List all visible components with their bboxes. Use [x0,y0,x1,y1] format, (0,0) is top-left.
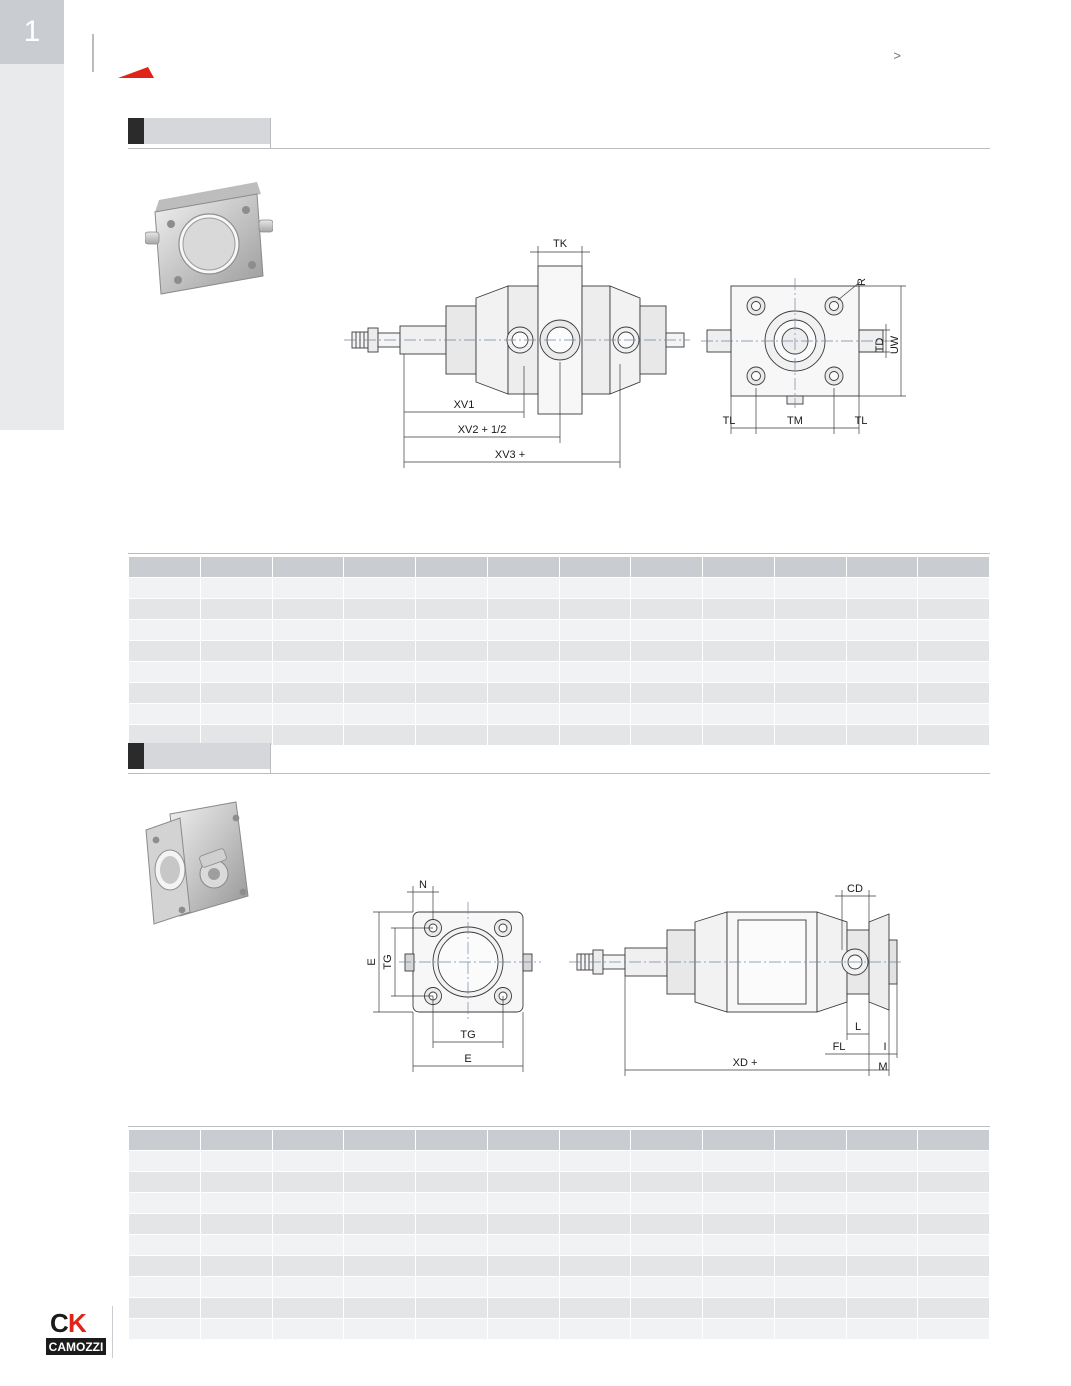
cell [918,1298,990,1319]
dim-TK: TK [552,238,568,250]
svg-text:C: C [50,1308,69,1338]
dim-UW: UW [889,335,901,355]
cell [200,1277,272,1298]
cell [631,704,703,725]
table-row [129,1214,990,1235]
cell [846,1256,918,1277]
cell [416,1214,488,1235]
cell [487,1277,559,1298]
cell [703,662,775,683]
cell [846,1235,918,1256]
cell [846,1172,918,1193]
header-right-text: > [893,48,901,63]
cell [129,1193,201,1214]
cell [487,641,559,662]
cell [774,578,846,599]
section-marker [128,743,144,769]
cell [703,1214,775,1235]
table-row [129,662,990,683]
cell [344,1235,416,1256]
cell [631,1193,703,1214]
cell [272,620,344,641]
cell [559,1319,631,1340]
cell [774,704,846,725]
cell [846,1319,918,1340]
cell [129,578,201,599]
cell [129,599,201,620]
table-row [129,599,990,620]
th [774,1130,846,1151]
cell [559,1277,631,1298]
cell [416,1172,488,1193]
cell [200,599,272,620]
cell [559,1298,631,1319]
cell [703,1172,775,1193]
cell [631,1151,703,1172]
cell [631,1277,703,1298]
cell [631,641,703,662]
cell [631,599,703,620]
cell [272,1235,344,1256]
cell [559,1193,631,1214]
table-row [129,1235,990,1256]
dim-TG-vert: TG [382,954,394,970]
dim-L: L [854,1021,862,1033]
cell [272,641,344,662]
section-header-vrule [270,743,271,773]
cell [703,1151,775,1172]
cell [272,1172,344,1193]
cell [272,1319,344,1340]
cell [129,1214,201,1235]
cell [703,641,775,662]
product-photo-front-flange [140,800,260,928]
th [200,1130,272,1151]
section-title-bar [144,118,270,144]
cell [846,1298,918,1319]
cell [272,683,344,704]
th [272,557,344,578]
cell [487,704,559,725]
th [703,557,775,578]
cell [129,662,201,683]
cell [344,620,416,641]
cell [344,599,416,620]
cell [272,704,344,725]
th [918,557,990,578]
section-front-flange-clevis [128,743,990,773]
th [416,1130,488,1151]
spec-table-front-flange [128,1129,990,1340]
cell [774,1214,846,1235]
cell [774,1277,846,1298]
table-header-row [129,557,990,578]
cell [487,1235,559,1256]
red-arrow-icon [118,66,154,78]
cell [846,1151,918,1172]
cell [487,599,559,620]
cell [129,704,201,725]
dim-R: R [856,278,868,286]
cell [559,683,631,704]
cell [344,1172,416,1193]
cell [703,620,775,641]
section-header-rule [128,148,990,149]
cell [344,578,416,599]
dim-XV3: XV3 + [494,449,526,461]
table-top-rule-2 [128,1126,990,1127]
cell [631,1298,703,1319]
dim-E-horiz: E [464,1053,472,1065]
th [559,1130,631,1151]
cell [846,599,918,620]
dim-TL-right: TL [854,415,868,427]
table-row [129,1172,990,1193]
chapter-number: 1 [23,15,41,48]
section-header [128,118,990,148]
cell [272,1193,344,1214]
cell [416,1319,488,1340]
footer-divider [112,1306,113,1358]
cell [200,1151,272,1172]
cell [846,620,918,641]
camozzi-logo [46,1306,106,1358]
cell [559,1172,631,1193]
section-marker [128,118,144,144]
cell [344,1151,416,1172]
cell [129,683,201,704]
cell [416,662,488,683]
dim-FL: FL [832,1041,846,1053]
cell [846,1214,918,1235]
cell [487,1319,559,1340]
cell [200,1172,272,1193]
cell [487,1172,559,1193]
th [272,1130,344,1151]
cell [918,662,990,683]
cell [129,1277,201,1298]
cell [416,1277,488,1298]
cell [703,1277,775,1298]
table-top-rule-1 [128,553,990,554]
header-divider [92,34,94,72]
table-header-row [129,1130,990,1151]
section-header-vrule [270,118,271,148]
cell [774,683,846,704]
cell [129,620,201,641]
cell [200,1235,272,1256]
cell [631,1235,703,1256]
cell [272,1151,344,1172]
cell [918,1319,990,1340]
cell [487,1193,559,1214]
cell [200,1319,272,1340]
svg-text:CAMOZZI: CAMOZZI [48,1340,104,1354]
cell [129,1172,201,1193]
table-row [129,1256,990,1277]
dim-I: I [883,1041,887,1053]
cell [703,1319,775,1340]
cell [559,704,631,725]
th [846,1130,918,1151]
cell [918,1193,990,1214]
table-row [129,641,990,662]
th [416,557,488,578]
cell [487,683,559,704]
th [846,557,918,578]
cell [703,704,775,725]
cell [416,578,488,599]
th [344,1130,416,1151]
cell [774,1298,846,1319]
cell [200,620,272,641]
cell [559,1151,631,1172]
cell [703,1235,775,1256]
cell [774,1235,846,1256]
cell [846,641,918,662]
product-photo-rear-flange [145,172,273,298]
section-header-rule [128,773,990,774]
cell [129,1319,201,1340]
section-rear-flange [128,118,990,148]
th [200,557,272,578]
chapter-margin-band [0,0,64,430]
cell [774,1193,846,1214]
cell [487,1298,559,1319]
th [129,557,201,578]
table-row [129,1277,990,1298]
cell [200,1256,272,1277]
cell [416,1256,488,1277]
cell [559,662,631,683]
cell [703,683,775,704]
cell [631,578,703,599]
dim-TD: TD [874,337,886,353]
cell [487,578,559,599]
dim-TL-left: TL [722,415,736,427]
cell [631,662,703,683]
dim-XD: XD + [732,1057,758,1069]
cell [487,1214,559,1235]
cell [272,599,344,620]
cell [774,1319,846,1340]
th [631,557,703,578]
th [344,557,416,578]
cell [703,1193,775,1214]
cell [200,1193,272,1214]
cell [272,1214,344,1235]
section-header [128,743,990,773]
table-row [129,1319,990,1340]
cell [918,1277,990,1298]
th [918,1130,990,1151]
cell [774,1256,846,1277]
cell [918,704,990,725]
cell [200,641,272,662]
cell [200,1298,272,1319]
spec-table-rear-flange [128,556,990,746]
cell [272,1277,344,1298]
cell [416,620,488,641]
cell [846,1277,918,1298]
cell [416,1151,488,1172]
cell [631,1256,703,1277]
cell [344,1298,416,1319]
cell [918,1172,990,1193]
cell [416,641,488,662]
dim-XV2: XV2 + 1/2 [457,424,507,436]
cell [129,1256,201,1277]
table-row [129,1193,990,1214]
table-row [129,578,990,599]
technical-drawing-rear-flange [338,238,908,483]
cell [559,641,631,662]
cell [129,1151,201,1172]
cell [344,1277,416,1298]
table-row [129,1151,990,1172]
table-row [129,1298,990,1319]
cell [487,1256,559,1277]
table-row [129,704,990,725]
dim-E-vert: E [366,958,378,966]
cell [272,578,344,599]
cell [344,704,416,725]
th [487,1130,559,1151]
cell [559,1256,631,1277]
dim-XV1: XV1 [453,399,475,411]
th [129,1130,201,1151]
th [774,557,846,578]
table-row [129,683,990,704]
svg-text:K: K [68,1308,87,1338]
cell [344,1319,416,1340]
cell [846,662,918,683]
technical-drawing-front-flange [355,880,915,1095]
cell [631,1214,703,1235]
cell [703,599,775,620]
cell [559,620,631,641]
cell [703,578,775,599]
section-title-bar [144,743,270,769]
cell [631,620,703,641]
cell [344,1193,416,1214]
cell [918,1235,990,1256]
cell [344,1214,416,1235]
cell [200,683,272,704]
cell [416,1298,488,1319]
cell [559,578,631,599]
cell [918,683,990,704]
cell [846,704,918,725]
cell [487,1151,559,1172]
cell [416,1235,488,1256]
cell [200,578,272,599]
th [703,1130,775,1151]
cell [200,704,272,725]
cell [774,1151,846,1172]
cell [774,662,846,683]
cell [918,1151,990,1172]
cell [774,599,846,620]
table-row [129,620,990,641]
cell [918,599,990,620]
cell [416,704,488,725]
cell [559,1235,631,1256]
cell [487,620,559,641]
cell [416,599,488,620]
cell [918,578,990,599]
cell [416,1193,488,1214]
dim-N: N [419,880,427,891]
cell [631,1172,703,1193]
cell [918,641,990,662]
cell [344,1256,416,1277]
cell [344,683,416,704]
th [631,1130,703,1151]
cell [129,1298,201,1319]
dim-CD: CD [847,883,863,895]
cell [272,662,344,683]
cell [918,1256,990,1277]
cell [272,1298,344,1319]
th [559,557,631,578]
cell [774,620,846,641]
cell [774,1172,846,1193]
cell [344,662,416,683]
cell [559,599,631,620]
cell [129,1235,201,1256]
cell [129,641,201,662]
cell [918,1214,990,1235]
cell [631,1319,703,1340]
cell [559,1214,631,1235]
cell [703,1256,775,1277]
dim-TM: TM [787,415,803,427]
cell [846,683,918,704]
cell [487,662,559,683]
cell [918,620,990,641]
cell [272,1256,344,1277]
cell [344,641,416,662]
dim-TG-horiz: TG [460,1029,476,1041]
th [487,557,559,578]
cell [846,1193,918,1214]
cell [703,1298,775,1319]
cell [200,1214,272,1235]
cell [846,578,918,599]
cell [631,683,703,704]
cell [416,683,488,704]
dim-M: M [878,1061,888,1073]
cell [200,662,272,683]
cell [774,641,846,662]
